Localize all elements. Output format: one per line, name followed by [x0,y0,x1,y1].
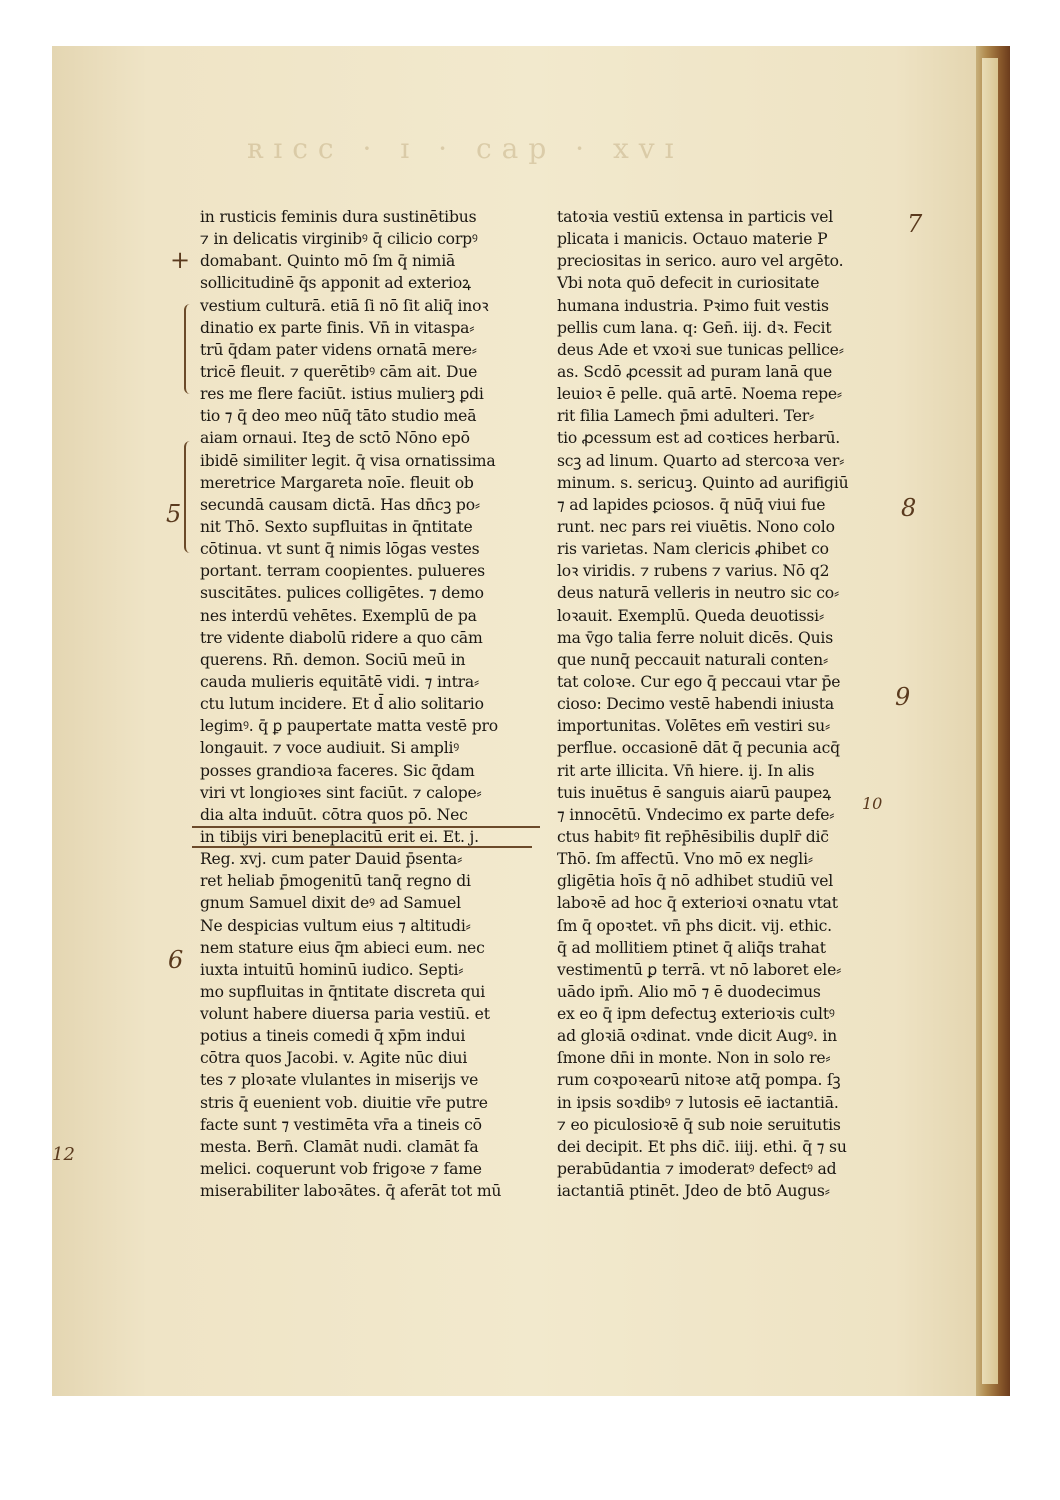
text-line: meretrice Margareta noīe. fleuit ob [200,473,474,492]
text-line: viri vt longioꝛes sint faciūt. ⁊ calope⸗ [200,783,482,802]
text-line: Thō. ſm affectū. Vno mō ex negli⸗ [557,850,813,869]
text-line: rum coꝛpoꝛearū nitoꝛe atq̄ pompa. ſꝫ [557,1071,841,1090]
text-line: ſmone dn̄i in monte. Non in solo re⸗ [557,1049,831,1068]
bleed-through-heading: ʀɪcc · ɪ · cap · xvɪ [247,132,684,165]
text-line: scꝫ ad linum. Quarto ad stercoꝛa ver⸗ [557,451,845,470]
text-line: potius a tineis comedi q̄ xp̄m indui [200,1027,466,1046]
text-line: vestium culturā. etiā ſi nō ſit aliq̄ inoꝛ [200,296,489,315]
marginal-note: 9 [895,683,911,711]
text-line: loꝛ viridis. ⁊ rubens ⁊ varius. Nō q2 [557,562,830,581]
margin-bracket [184,304,192,394]
text-line: in tibijs viri beneplacitū erit ei. Et. j. [200,827,479,846]
text-line: minum. s. sericuꝫ. Quinto ad aurifigiū [557,473,849,492]
text-line: que nunq̄ peccauit naturali conten⸗ [557,650,828,669]
text-line: q̄ ad mollitiem ptinet q̄ aliq̄s trahat [557,938,826,957]
text-line: preciositas in serico. auro vel argēto. [557,252,844,271]
text-line: tatoꝛia vestiū extensa in particis vel [557,208,834,226]
text-line: querens. Rn̄. demon. Sociū meū in [200,650,466,669]
text-line: loꝛauit. Exemplū. Queda deuotissi⸗ [557,606,824,625]
text-line: legimꝰ. q̄ ꝑ paupertate matta vestē pro [200,717,498,736]
text-line: perabūdantia ⁊ imoderatꝰ defectꝰ ad [557,1160,837,1179]
text-line: ⁊ eo piculosioꝛē q̄ sub noie seruitutis [557,1115,841,1134]
left-text-column [200,206,576,1202]
text-line: cioso: Decimo vestē habendi iniusta [557,695,834,714]
text-line: perflue. occasionē dāt q̄ pecunia acq̄ [557,739,840,758]
text-line: tio ⁊ q̄ deo meo nūq̄ tāto studio meā [200,407,477,426]
text-line: trū q̄dam pater videns ornatā mere⸗ [200,340,477,359]
text-line: dia alta induūt. cōtra quos pō. Nec [200,805,468,824]
text-line: aiam ornaui. Iteꝫ de sctō Nōno epō [200,429,470,448]
text-line: rit filia Lamech p̄mi adulteri. Ter⸗ [557,407,814,426]
text-line: longauit. ⁊ voce audiuit. Si ampliꝰ [200,739,460,758]
marginal-note: 6 [168,946,184,974]
text-line: in rusticis feminis dura sustinētibus [200,208,477,226]
text-line: importunitas. Volētes em̄ vestiri su⸗ [557,717,831,736]
text-line: runt. nec pars rei viuētis. Nono colo [557,517,835,536]
text-line: Ne despicias vultum eius ⁊ altitudi⸗ [200,916,471,935]
text-line: Vbi nota quō defecit in curiositate [557,274,820,293]
text-line: volunt habere diuersa paria vestiū. et [200,1005,490,1024]
text-line: tricē fleuit. ⁊ querētibꝰ cām ait. Due [200,362,478,381]
text-line: ctu lutum incidere. Et d̄ alio solitario [200,695,484,714]
text-line: plicata i manicis. Octauo materie P [557,230,828,249]
marginal-note: 7 [907,210,923,238]
text-line: ⁊ in delicatis virginibꝰ q̄ cilicio corpꝰ [200,230,478,249]
text-line: tes ⁊ ploꝛate vlulantes in miserijs ve [200,1071,479,1090]
text-line: tat coloꝛe. Cur ego q̄ peccaui vtar p̄e [557,672,841,691]
text-line: posses grandioꝛa faceres. Sic q̄dam [200,761,475,780]
text-line: gligētia hoīs q̄ nō adhibet studiū vel [557,872,834,891]
right-text-column [557,206,937,1202]
text-line: rit arte illicita. Vn̄ hiere. ij. In alis [557,761,815,780]
text-line: cōtra quos Jacobi. v. Agite nūc diui [200,1049,468,1068]
text-line: deus naturā velleris in neutro sic co⸗ [557,584,839,603]
text-line: miserabiliter laboꝛātes. q̄ aferāt tot mū [200,1182,502,1201]
text-line: laboꝛē ad hoc q̄ exterioꝛi oꝛnatu vtat [557,894,838,913]
text-line: portant. terram coopientes. pulueres [200,562,485,581]
text-line: melici. coquerunt vob frigoꝛe ⁊ fame [200,1160,482,1179]
text-line: as. Scdō ꝓcessit ad puram lanā que [557,362,832,381]
margin-bracket [184,441,192,553]
text-line: nit Thō. Sexto supfluitas in q̄ntitate [200,517,473,536]
book-binding [976,46,1010,1396]
text-line: mo supfluitas in q̄ntitate discreta qui [200,982,486,1001]
text-line: Reg. xvj. cum pater Dauid p̄senta⸗ [200,850,463,869]
text-line: ex eo q̄ ipm defectuꝫ exterioꝛis cultꝰ [557,1005,835,1024]
text-line: pellis cum lana. q: Gen̄. iij. dꝛ. Fecit [557,318,832,337]
text-line: ibidē similiter legit. q̄ visa ornatissima [200,451,496,470]
text-line: in ipsis soꝛdibꝰ ⁊ lutosis eē iactantiā. [557,1093,839,1112]
text-line: vestimentū ꝑ terrā. vt nō laboret ele⸗ [557,960,842,979]
text-line: ad gloꝛiā oꝛdinat. vnde dicit Augꝰ. in [557,1027,838,1046]
text-line: nem stature eius q̄m abieci eum. nec [200,938,485,957]
text-line: leuioꝛ ē pelle. quā artē. Noema repe⸗ [557,385,842,404]
text-line: tre vidente diabolū ridere a quo cām [200,628,483,647]
marginal-note: 12 [52,1144,75,1165]
marginal-note: 8 [901,494,917,522]
text-line: ma v̄go talia ferre noluit dicēs. Quis [557,628,833,647]
text-line: res me flere faciūt. istius mulierꝫ ꝑdi [200,385,484,404]
text-line: sollicitudinē q̄s apponit ad exterioꝝ [200,274,471,293]
text-line: gnum Samuel dixit deꝰ ad Samuel [200,894,461,913]
annotation-underline [192,826,540,828]
book-page [52,46,1010,1396]
text-line: cōtinua. vt sunt q̄ nimis lōgas vestes [200,540,480,559]
marginal-note: 10 [862,794,883,813]
text-line: deus Ade et vxoꝛi sue tunicas pellice⸗ [557,340,844,359]
text-line: iuxta intuitū hominū iudico. Septi⸗ [200,960,464,979]
text-line: ris varietas. Nam clericis ꝓhibet co [557,540,829,559]
text-line: ſm q̄ opoꝛtet. vn̄ phs dicit. vij. ethic. [557,916,832,935]
text-line: uādo ipm̄. Alio mō ⁊ ē duodecimus [557,982,821,1001]
text-line: tuis inuētus ē sanguis aiarū paupeꝝ [557,783,831,802]
text-line: domabant. Quinto mō ſm q̄ nimiā [200,252,456,271]
text-line: facte sunt ⁊ vestimēta vr̄a a tineis cō [200,1115,482,1134]
text-line: humana industria. Pꝛimo fuit vestis [557,296,829,315]
annotation-underline [192,846,532,848]
text-line: iactantiā ptinēt. Jdeo de btō Augus⸗ [557,1182,830,1201]
text-line: suscitātes. pulices colligētes. ⁊ demo [200,584,484,603]
text-line: tio ꝓcessum est ad coꝛtices herbarū. [557,429,841,448]
text-line: ret heliab p̄mogenitū tanq̄ regno di [200,872,471,891]
marginal-note: + [170,246,191,274]
text-line: cauda mulieris equitātē vidi. ⁊ intra⸗ [200,672,480,691]
text-line: stris q̄ euenient vob. diuitie vr̄e putre [200,1093,488,1112]
text-line: ⁊ innocētū. Vndecimo ex parte defe⸗ [557,805,835,824]
text-line: nes interdū vehētes. Exemplū de pa [200,606,477,625]
text-line: dei decipit. Et phs dic̄. iiij. ethi. q̄ ⁊ su [557,1137,847,1156]
marginal-note: 5 [166,500,182,528]
text-line: ctus habitꝰ fit rep̄hēsibilis duplr̄ dic̄ [557,827,829,846]
text-line: mesta. Bern̄. Clamāt nudi. clamāt fa [200,1137,479,1156]
text-line: ⁊ ad lapides ꝑciosos. q̄ nūq̄ viui fue [557,495,826,514]
facing-page-edge [982,58,998,1384]
text-line: secundā causam dictā. Has dn̄cꝫ po⸗ [200,495,480,514]
text-line: dinatio ex parte finis. Vn̄ in vitaspa⸗ [200,318,475,337]
